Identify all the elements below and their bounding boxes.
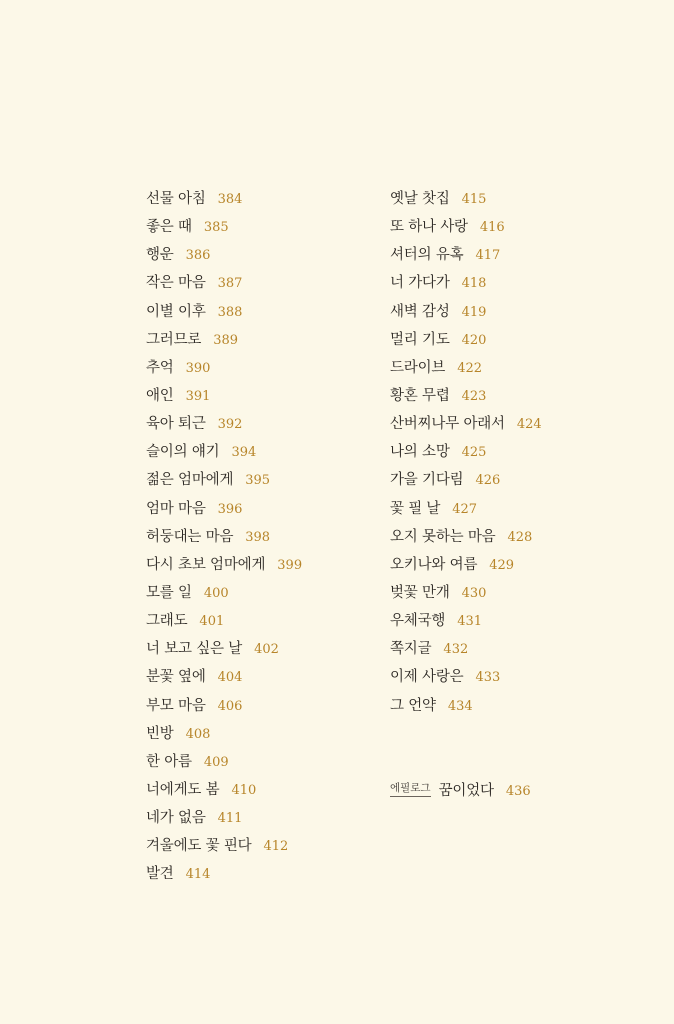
toc-entry (390, 465, 542, 493)
toc-entry (146, 353, 302, 381)
toc-entry-title: 셔터의 유혹 (390, 247, 464, 264)
toc-entry-title: 젊은 엄마에게 (146, 472, 234, 489)
toc-entry-title: 또 하나 사랑 (390, 219, 468, 236)
toc-entry (146, 719, 302, 747)
toc-entry (146, 465, 302, 493)
toc-entry-title: 산버찌나무 아래서 (390, 416, 505, 433)
toc-entry-page: 433 (475, 670, 501, 686)
toc-entry-title: 우체국행 (390, 613, 446, 630)
toc-entry-page: 410 (231, 782, 257, 798)
toc-entry-page: 395 (245, 473, 271, 489)
toc-entry-page: 408 (185, 726, 211, 742)
toc-entry-title: 황혼 무렵 (390, 387, 450, 404)
toc-entry-page: 409 (203, 754, 229, 770)
toc-entry-title: 한 아름 (146, 753, 192, 770)
toc-entry-page: 406 (217, 698, 243, 714)
toc-entry (146, 803, 302, 831)
toc-entry-page: 392 (217, 417, 243, 433)
toc-entry-page: 389 (213, 332, 239, 348)
toc-entry-page: 414 (185, 867, 211, 883)
toc-entry (146, 634, 302, 662)
toc-right-column (390, 184, 542, 719)
toc-entry-page: 394 (231, 445, 257, 461)
toc-entry (390, 212, 542, 240)
toc-entry-title: 육아 퇴근 (146, 416, 206, 433)
toc-entry-page: 419 (461, 304, 487, 320)
toc-entry-page: 428 (507, 529, 533, 545)
toc-entry-page: 420 (461, 332, 487, 348)
toc-entry (390, 437, 542, 465)
toc-entry (390, 606, 542, 634)
toc-entry-page: 430 (461, 585, 487, 601)
toc-entry (146, 297, 302, 325)
toc-entry-title: 슬이의 얘기 (146, 444, 220, 461)
toc-entry (146, 268, 302, 296)
toc-entry-page: 388 (217, 304, 243, 320)
toc-entry-page: 400 (203, 585, 229, 601)
toc-entry-page: 411 (217, 811, 243, 827)
toc-entry-title: 허둥대는 마음 (146, 528, 234, 545)
toc-epilogue-entry (390, 776, 531, 804)
toc-entry (146, 606, 302, 634)
toc-entry-title: 옛날 찻집 (390, 191, 450, 207)
toc-entry (146, 691, 302, 719)
toc-entry-title: 오키나와 여름 (390, 556, 478, 573)
toc-entry-page: 396 (217, 501, 243, 517)
toc-entry-title: 너 가다가 (390, 275, 450, 292)
toc-entry-title: 나의 소망 (390, 444, 450, 461)
toc-entry (146, 409, 302, 437)
toc-entry-page: 399 (277, 557, 303, 573)
toc-entry (390, 522, 542, 550)
toc-entry-page: 423 (461, 388, 487, 404)
toc-entry (390, 325, 542, 353)
toc-entry (146, 437, 302, 465)
toc-entry-title: 추억 (146, 359, 174, 376)
toc-entry-title: 모를 일 (146, 584, 192, 601)
toc-entry-page: 427 (452, 501, 478, 517)
toc-entry-page: 426 (475, 473, 501, 489)
toc-entry (146, 494, 302, 522)
epilogue-label: 에필로그 (390, 781, 431, 797)
toc-entry-page: 422 (457, 360, 483, 376)
toc-entry-title: 빈방 (146, 725, 174, 742)
toc-entry-title: 그래도 (146, 613, 188, 630)
toc-entry (390, 409, 542, 437)
toc-entry-title: 행운 (146, 247, 174, 264)
toc-entry-title: 드라이브 (390, 359, 446, 376)
toc-entry-title: 벚꽃 만개 (390, 584, 450, 601)
toc-entry-title: 쪽지글 (390, 641, 432, 658)
toc-entry-title: 분꽃 옆에 (146, 669, 206, 686)
toc-entry-title: 너 보고 싶은 날 (146, 641, 243, 658)
toc-entry-page: 425 (461, 445, 487, 461)
toc-entry (390, 240, 542, 268)
toc-entry-page: 385 (203, 220, 229, 236)
toc-entry (390, 381, 542, 409)
toc-entry-title: 좋은 때 (146, 219, 192, 236)
toc-entry (146, 831, 302, 859)
toc-entry-title: 멀리 기도 (390, 331, 450, 348)
toc-entry-page: 431 (457, 614, 483, 630)
toc-entry-page: 404 (217, 670, 243, 686)
toc-entry-page: 416 (479, 220, 505, 236)
toc-entry-title: 겨울에도 꽃 핀다 (146, 838, 252, 855)
toc-entry-page: 424 (516, 417, 542, 433)
toc-entry-title: 작은 마음 (146, 275, 206, 292)
toc-entry (146, 184, 302, 212)
toc-left-column (146, 184, 302, 888)
toc-entry (146, 522, 302, 550)
toc-entry (390, 691, 542, 719)
toc-entry (390, 268, 542, 296)
toc-entry (390, 494, 542, 522)
toc-entry-title: 선물 아침 (146, 191, 206, 207)
toc-entry-title: 꽃 필 날 (390, 500, 441, 517)
toc-entry (146, 747, 302, 775)
toc-entry-page: 436 (505, 783, 531, 799)
toc-entry-page: 417 (475, 248, 501, 264)
toc-entry (390, 184, 542, 212)
toc-entry-title: 그러므로 (146, 331, 202, 348)
toc-entry (390, 353, 542, 381)
toc-entry-title: 이제 사랑은 (390, 669, 464, 686)
toc-entry (146, 212, 302, 240)
toc-entry-page: 429 (489, 557, 515, 573)
toc-entry-title: 그 언약 (390, 697, 436, 714)
toc-entry (146, 859, 302, 887)
toc-entry-title: 너에게도 봄 (146, 781, 220, 798)
toc-entry-page: 384 (217, 192, 243, 207)
toc-entry-page: 434 (447, 698, 473, 714)
toc-entry-page: 386 (185, 248, 211, 264)
toc-entry (146, 550, 302, 578)
toc-entry (146, 662, 302, 690)
toc-entry-title: 엄마 마음 (146, 500, 206, 517)
toc-entry-page: 391 (185, 388, 211, 404)
toc-entry (390, 297, 542, 325)
toc-entry-title: 애인 (146, 387, 174, 404)
toc-entry (390, 578, 542, 606)
toc-entry-page: 402 (254, 642, 279, 658)
toc-entry-page: 401 (199, 614, 225, 630)
toc-entry-title: 네가 없음 (146, 810, 206, 827)
toc-entry (146, 240, 302, 268)
toc-entry-page: 415 (461, 192, 487, 207)
toc-entry (146, 381, 302, 409)
toc-entry-title: 부모 마음 (146, 697, 206, 714)
toc-entry-page: 390 (185, 360, 211, 376)
toc-entry-title: 이별 이후 (146, 303, 206, 320)
toc-entry (390, 550, 542, 578)
toc-entry-title: 발견 (146, 866, 174, 883)
toc-entry-title: 꿈이었다 (438, 782, 494, 799)
toc-entry-page: 412 (263, 839, 289, 855)
toc-entry (146, 325, 302, 353)
toc-entry (390, 662, 542, 690)
toc-entry-page: 387 (217, 276, 243, 292)
toc-entry (146, 775, 302, 803)
toc-entry (390, 634, 542, 662)
toc-entry-page: 432 (443, 642, 469, 658)
toc-entry-title: 다시 초보 엄마에게 (146, 556, 266, 573)
toc-entry-title: 새벽 감성 (390, 303, 450, 320)
toc-entry-title: 오지 못하는 마음 (390, 528, 496, 545)
toc-entry-page: 418 (461, 276, 487, 292)
toc-entry-title: 가을 기다림 (390, 472, 464, 489)
toc-entry-page: 398 (245, 529, 271, 545)
toc-entry (146, 578, 302, 606)
